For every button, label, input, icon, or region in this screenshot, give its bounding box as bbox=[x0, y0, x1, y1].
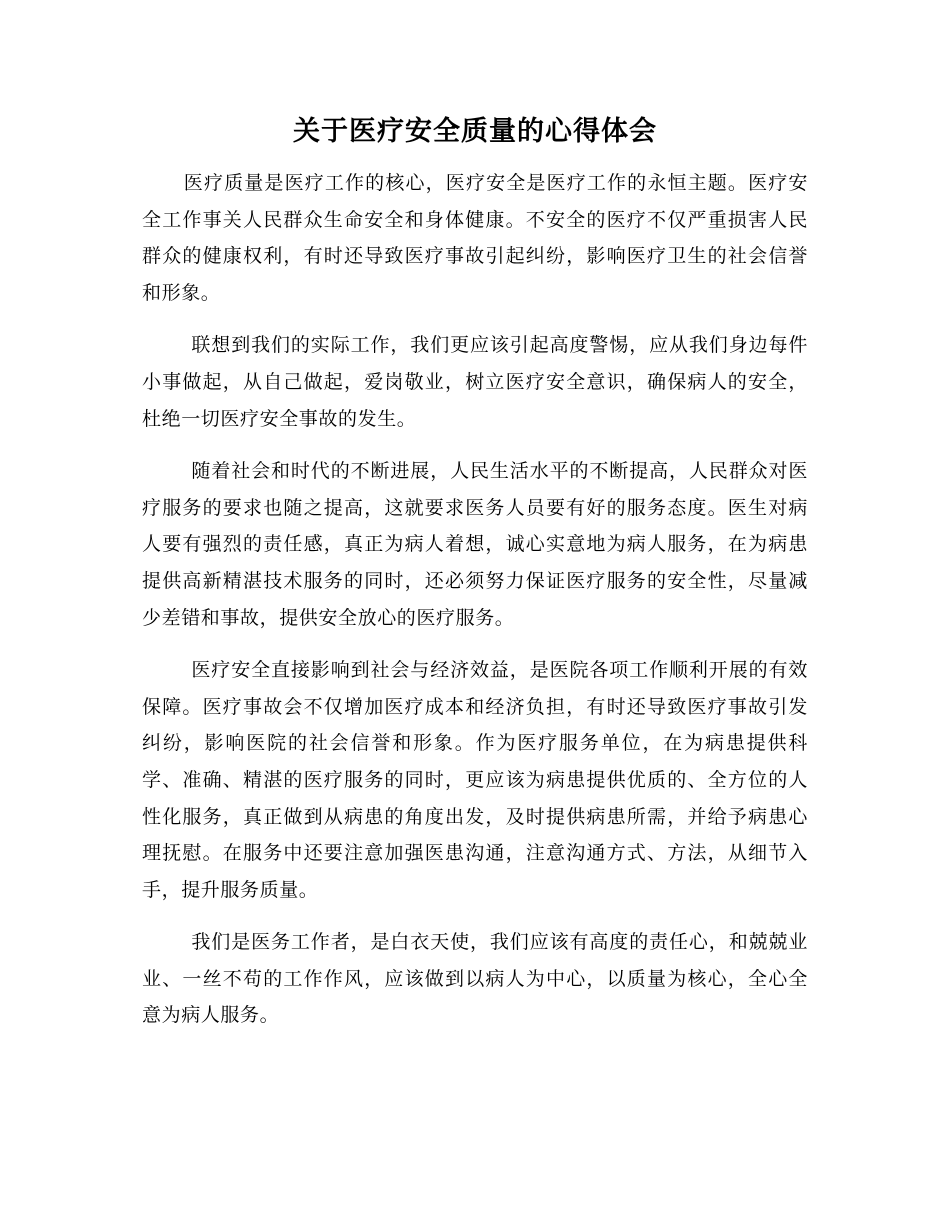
paragraph-4: 医疗安全直接影响到社会与经济效益，是医院各项工作顺利开展的有效保障。医疗事故会不仅增加医疗成本和经济负担，有时还导致医疗事故引发纠纷，影响医院的社会信誉和形象。作为医疗服务单位，在为病患提供科学、准确、精湛的医疗服务的同时，更应该为病患提供优质的、全方位的人性化服务，真正做到从病患的角度出发，及时提供病患所需，并给予病患心理抚慰。在服务中还要注意加强医患沟通，注意沟通方式、方法，从细节入手，提升服务质量。 bbox=[142, 659, 808, 901]
paragraph-5: 我们是医务工作者，是白衣天使，我们应该有高度的责任心，和兢兢业业、一丝不苟的工作作风，应该做到以病人为中心，以质量为核心，全心全意为病人服务。 bbox=[142, 931, 808, 1027]
document-title: 关于医疗安全质量的心得体会 bbox=[293, 116, 657, 147]
paragraph-1: 医疗质量是医疗工作的核心，医疗安全是医疗工作的永恒主题。医疗安全工作事关人民群众生命安全和身体健康。不安全的医疗不仅严重损害人民群众的健康权利，有时还导致医疗事故引起纠纷，影响医疗卫生的社会信誉和形象。 bbox=[142, 172, 808, 304]
document-body bbox=[142, 112, 808, 1034]
paragraph-3: 随着社会和时代的不断进展，人民生活水平的不断提高，人民群众对医疗服务的要求也随之提高，这就要求医务人员要有好的服务态度。医生对病人要有强烈的责任感，真正为病人着想，诚心实意地为病人服务，在为病患提供高新精湛技术服务的同时，还必须努力保证医疗服务的安全性，尽量减少差错和事故，提供安全放心的医疗服务。 bbox=[142, 460, 808, 629]
paragraph-2: 联想到我们的实际工作，我们更应该引起高度警惕，应从我们身边每件小事做起，从自己做起，爱岗敬业，树立医疗安全意识，确保病人的安全，杜绝一切医疗安全事故的发生。 bbox=[142, 334, 808, 430]
